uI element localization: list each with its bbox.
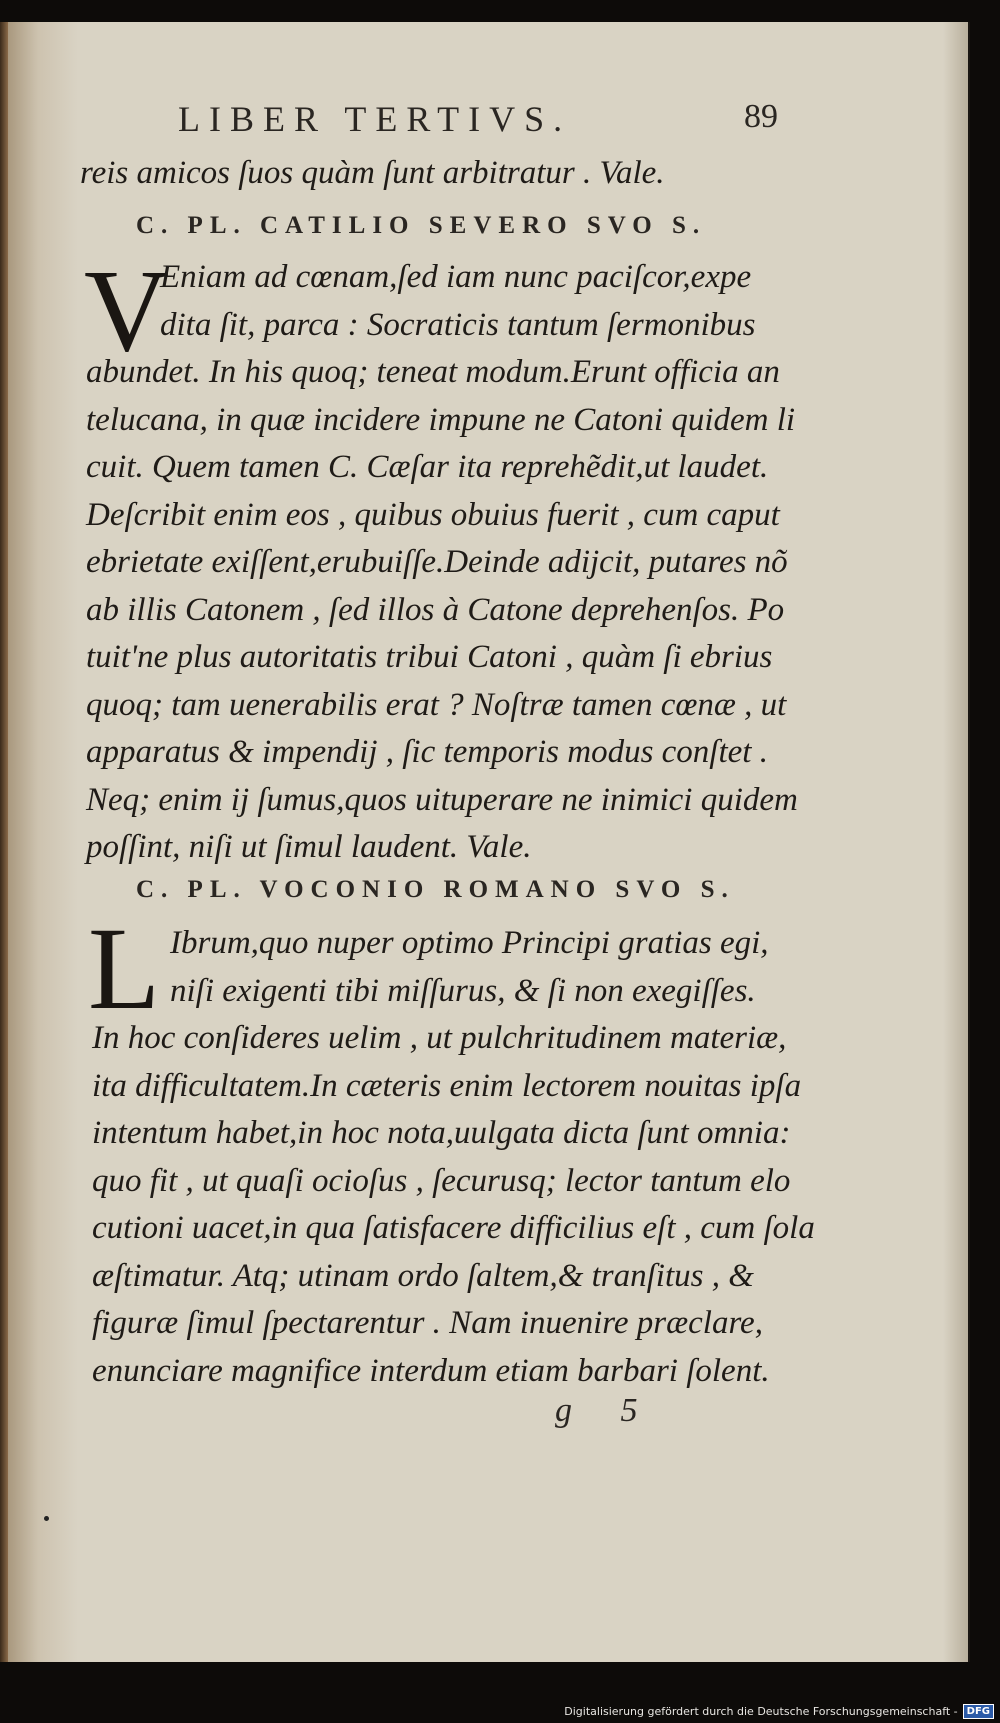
dfg-logo: DFG bbox=[963, 1704, 994, 1719]
text-line: niſi exigenti tibi miſſurus, & ſi non exegiſſes. bbox=[170, 972, 756, 1009]
page-edge bbox=[0, 22, 8, 1662]
text-line: Eniam ad cœnam,ſed iam nunc paciſcor,expe bbox=[160, 259, 752, 295]
text-line: enunciare magnifice interdum etiam barbari ſolent. bbox=[92, 1352, 770, 1389]
text-line: Ibrum,quo nuper optimo Principi gratias egi, bbox=[170, 925, 769, 961]
drop-initial-l: L bbox=[88, 903, 161, 1034]
ink-speck bbox=[44, 1516, 49, 1521]
text-line: quo fit , ut quaſi ocioſus , ſecurusq; lector tantum elo bbox=[92, 1162, 791, 1199]
digitization-footer bbox=[564, 1702, 994, 1720]
text-line: intentum habet,in hoc nota,uulgata dicta ſunt omnia: bbox=[92, 1115, 791, 1151]
text-line: In hoc conſideres uelim , ut pulchritudinem materiæ, bbox=[92, 1020, 787, 1056]
text-line: Deſcribit enim eos , quibus obuius fuerit , cum caput bbox=[86, 496, 780, 533]
signature-mark: g 5 bbox=[555, 1392, 658, 1429]
footer-text: Digitalisierung gefördert durch die Deutsche Forschungsgemeinschaft - bbox=[564, 1704, 958, 1718]
text-line: abundet. In his quoq; teneat modum.Erunt officia an bbox=[86, 354, 780, 390]
text-line: ita difficultatem.In cæteris enim lectorem nouitas ipſa bbox=[92, 1067, 802, 1104]
text-line: æſtimatur. Atq; utinam ordo ſaltem,& tranſitus , & bbox=[92, 1257, 754, 1294]
drop-initial-v: V bbox=[84, 245, 170, 376]
text-line: poſſint, niſi ut ſimul laudent. Vale. bbox=[86, 829, 532, 865]
text-line: dita ſit, parca : Socraticis tantum ſermonibus bbox=[160, 306, 756, 343]
text-line: ebrietate exiſſent,erubuiſſe.Deinde adijcit, putares nõ bbox=[86, 544, 788, 580]
text-line: cutioni uacet,in qua ſatisfacere difficilius eſt , cum ſola bbox=[92, 1210, 815, 1246]
running-header bbox=[178, 98, 778, 148]
text-line: apparatus & impendij , ſic temporis modus conſtet . bbox=[86, 734, 768, 770]
text-line: quoq; tam uenerabilis erat ? Noſtræ tamen cœnæ , ut bbox=[86, 686, 787, 723]
text-line: cuit. Quem tamen C. Cæſar ita reprehẽdit,ut laudet. bbox=[86, 449, 769, 485]
letter-heading-2: C. PL. VOCONIO ROMANO SVO S. bbox=[136, 876, 735, 903]
text-line: ab illis Catonem , ſed illos à Catone deprehenſos. Po bbox=[86, 591, 785, 628]
text-line: tuit'ne plus autoritatis tribui Catoni , quàm ſi ebrius bbox=[86, 639, 773, 675]
folio-number: 89 bbox=[744, 98, 778, 135]
running-title: LIBER TERTIVS. bbox=[178, 99, 572, 139]
text-line: figuræ ſimul ſpectarentur . Nam inuenire præclare, bbox=[92, 1305, 763, 1341]
closing-line: reis amicos ſuos quàm ſunt arbitratur . Vale. bbox=[80, 155, 665, 191]
text-line: Neq; enim ij ſumus,quos uituperare ne inimici quidem bbox=[86, 781, 798, 818]
text-line: telucana, in quæ incidere impune ne Catoni quidem li bbox=[86, 401, 796, 438]
letter-heading-1: C. PL. CATILIO SEVERO SVO S. bbox=[136, 212, 707, 239]
